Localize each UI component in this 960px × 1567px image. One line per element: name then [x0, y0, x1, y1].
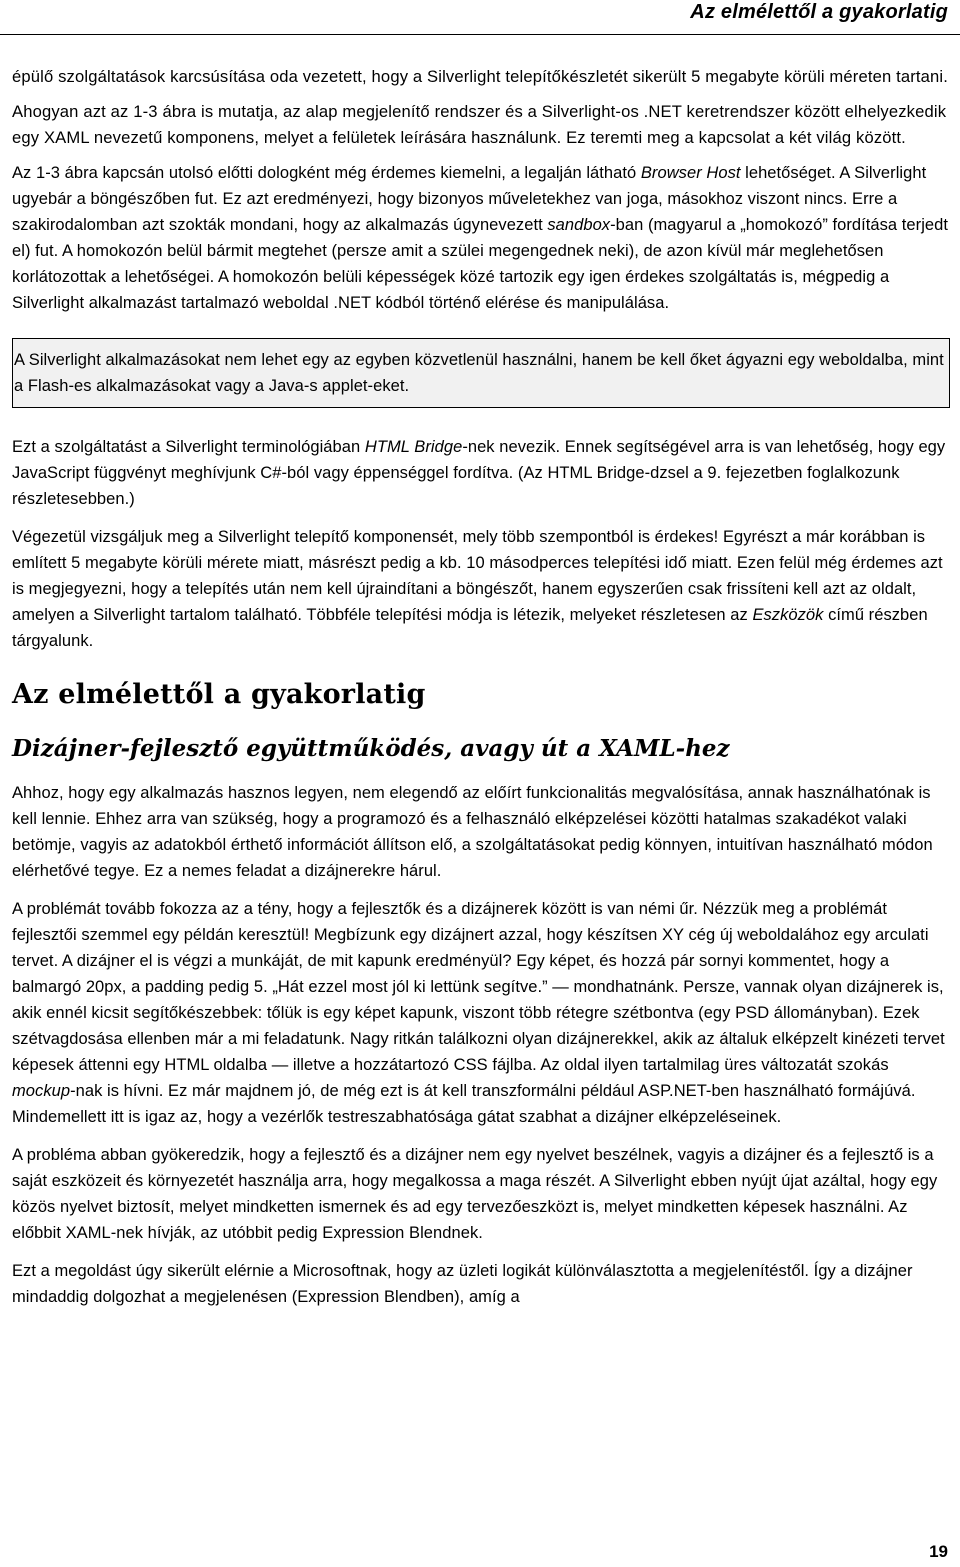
running-header-title: Az elmélettől a gyakorlatig	[690, 1, 948, 23]
note-text: A Silverlight alkalmazásokat nem lehet egy az egyben közvetlenül használni, hanem be kell őket ágyazni egy weboldalba, mint a Flash-es alkalmazásokat vagy a Java-s applet-eket.	[14, 351, 944, 395]
paragraph-text: -nek nevezik. Ennek segítségével arra is van lehetőség, hogy egy JavaScript függvényt meghívjunk C#-ból vagy éppenséggel fordítva. (Az HTML Bridge-dzsel a 9. fejezetben foglalkozunk részletesebben.)	[12, 438, 946, 508]
note-box	[12, 338, 950, 408]
running-header	[0, 0, 960, 35]
paragraph	[12, 64, 952, 90]
page-content	[12, 64, 952, 1310]
paragraph-text: -nak is hívni. Ez már majdnem jó, de még ezt is át kell transzformálni például ASP.NET-ben használható formájúvá. Mindemellett itt is igaz az, hogy a vezérlők testreszabhatósága gátat szabhat a dizájner elképzeléseinek.	[12, 1082, 916, 1126]
emphasis-term: HTML Bridge	[364, 438, 463, 456]
paragraph-text: Ezt a szolgáltatást a Silverlight terminológiában	[12, 438, 365, 456]
emphasis-term: sandbox	[547, 216, 611, 234]
paragraph	[12, 434, 952, 512]
section-heading: Az elmélettől a gyakorlatig	[12, 679, 426, 710]
subsection-heading: Dizájner-fejlesztő együttműködés, avagy út a XAML-hez	[12, 735, 730, 762]
paragraph-text: című részben tárgyalunk.	[12, 606, 928, 650]
paragraph	[12, 524, 952, 654]
paragraph-text: -ban (magyarul a „homokozó” fordítása terjedt el) fut. A homokozón belül bármit megtehet (persze amit a szülei megengednek neki), de azon kívül már meglehetősen korlátozottak a lehetőségei. A homokozón belüli képességek közé tartozik egy igen érdekes szolgáltatás is, mégpedig a Silverlight alkalmazást tartalmazó weboldal .NET kódból történő elérése és manipulálása.	[12, 216, 948, 312]
paragraph	[12, 160, 952, 316]
paragraph-text: A probléma abban gyökeredzik, hogy a fejlesztő és a dizájner nem egy nyelvet beszélnek, vagyis a dizájner és a fejlesztő is a saját eszközeit és környezetét használja arra, hogy megalkossa a maga részét. A Silverlight ebben nyújt újat azáltal, hogy egy közös nyelvet biztosít, melyet mindketten ismernek és ad egy tervezőeszközt is, melyet mindketten képesek használni. Az előbbit XAML-nek hívják, az utóbbit pedig Expression Blendnek.	[12, 1146, 938, 1242]
emphasis-term: mockup	[12, 1082, 71, 1100]
paragraph	[12, 780, 952, 884]
paragraph-text: Végezetül vizsgáljuk meg a Silverlight telepítő komponensét, mely több szempontból is érdekes! Egyrészt a már korábban is említett 5 megabyte körüli mérete miatt, másrészt pedig a kb. 10 másodperces telepítési idő miatt. Ezen felül még érdemes azt is megjegyezni, hogy a telepítés után nem kell újraindítani a böngészőt, hanem egyszerűen csak frissíteni kell azt az oldalt, amelyen a Silverlight tartalom található. Többféle telepítési módja is létezik, melyeket részletesen az	[12, 528, 943, 624]
paragraph-text: épülő szolgáltatások karcsúsítása oda vezetett, hogy a Silverlight telepítőkészletét sikerült 5 megabyte körüli méreten tartani.	[12, 67, 949, 86]
paragraph-text: Ahhoz, hogy egy alkalmazás hasznos legyen, nem elegendő az előírt funkcionalitás megvalósítása, annak használhatónak is kell lennie. Ehhez arra van szükség, hogy a programozó és a felhasználó elképzelései közötti hatalmas szakadékot valaki betömje, vagyis az adatokból érthető információt állítson elő, a szolgáltatásokat pedig könnyen, intuitívan használható módon elérhetővé tegye. Ez a nemes feladat a dizájnerekre hárul.	[12, 784, 933, 880]
paragraph	[12, 1142, 952, 1246]
paragraph-text: Az 1-3 ábra kapcsán utolsó előtti dologként még érdemes kiemelni, a legalján látható	[12, 164, 641, 182]
emphasis-term: Browser Host	[640, 164, 741, 182]
paragraph-text: A problémát tovább fokozza az a tény, hogy a fejlesztők és a dizájnerek között is van némi űr. Nézzük meg a problémát fejlesztői szemmel egy példán keresztül! Megbízunk egy dizájnert azzal, hogy készítsen XY cég új weboldalához egy arculati tervet. A dizájner el is végzi a munkáját, de mit kapunk eredményül? Egy képet, és hozzá pár sornyi kommentet, hogy a balmargó 20px, a padding pedig 5. „Hát ezzel most jól ki lettünk segítve.” — mondhatnánk. Persze, vannak olyan dizájnerek is, akik ennél kicsit segítőkészebbek: tőlük is egy képet kapunk, viszont több rétegre szétbontva (egy PSD állományban). Ezek szétvagdosása ellenben már a mi feladatunk. Nagy ritkán találkozni olyan dizájnerekkel, akik az általuk elképzelt kinézeti tervet képesek áttenni egy HTML oldalba — illetve a hozzátartozó CSS fájlba. Az oldal ilyen tartalmilag üres változatát szokás	[12, 900, 945, 1074]
paragraph	[12, 1258, 952, 1310]
page-number: 19	[929, 1542, 948, 1561]
paragraph-text: Ahogyan azt az 1-3 ábra is mutatja, az alap megjelenítő rendszer és a Silverlight-os .NET keretrendszer között elhelyezkedik egy XAML nevezetű komponens, melyet a felületek leírására használunk. Ez teremti meg a kapcsolat a két világ között.	[12, 102, 947, 147]
emphasis-term: Eszközök	[752, 606, 824, 624]
paragraph	[12, 896, 952, 1130]
paragraph	[12, 99, 952, 151]
paragraph-text: lehetőséget. A Silverlight ugyebár a böngészőben fut. Ez azt eredményezi, hogy bizonyos műveletekhez van joga, másokhoz viszont nincs. Erre a szakirodalomban azt szokták mondani, hogy az alkalmazás úgynevezett	[12, 164, 927, 234]
paragraph-text: Ezt a megoldást úgy sikerült elérnie a Microsoftnak, hogy az üzleti logikát különválasztotta a megjelenítéstől. Így a dizájner mindaddig dolgozhat a megjelenésen (Expression Blendben), amíg a	[12, 1262, 913, 1306]
